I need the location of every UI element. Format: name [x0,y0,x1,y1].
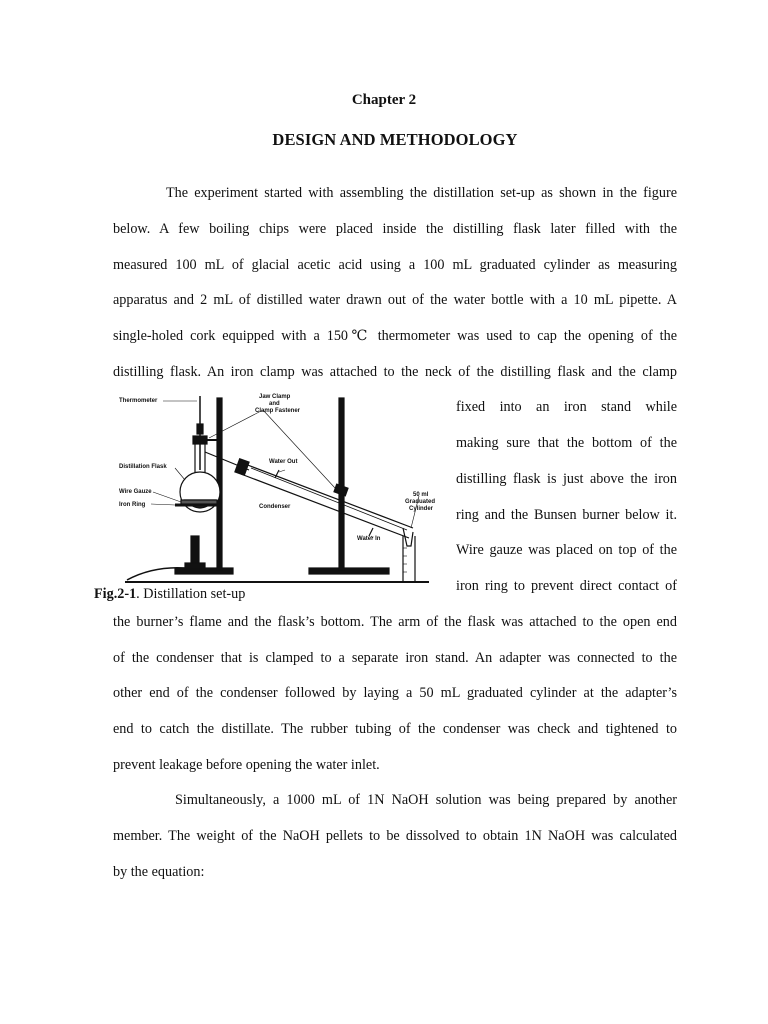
paragraph-1-line: single-holed cork equipped with a 150℃ thermometer was used to cap the opening of the [113,328,677,344]
paragraph-1-line: ring and the Bunsen burner below it. [456,507,677,523]
label-iron-ring: Iron Ring [119,502,146,508]
paragraph-1-line: of the condenser that is clamped to a separate iron stand. An adapter was connected to the [113,650,677,666]
label-water-in: Water In [357,536,381,542]
paragraph-1-line: Wire gauze was placed on top of the [456,542,677,558]
right-stand-rod [339,398,344,570]
label-thermometer: Thermometer [119,398,158,404]
figure-caption-text: . Distillation set-up [136,586,246,602]
label-distillation-flask: Distillation Flask [119,464,167,470]
label-cylinder-3: Cylinder [409,506,434,512]
paragraph-2-line: member. The weight of the NaOH pellets to be dissolved to obtain 1N NaOH was calculated [113,828,677,844]
label-cylinder-2: Graduated [405,499,436,505]
label-water-out: Water Out [269,459,298,465]
paragraph-1-line: other end of the condenser followed by laying a 50 mL graduated cylinder at the adapter’s [113,685,677,701]
label-clamp-fastener: Clamp Fastener [255,408,301,414]
paragraph-1-line: the burner’s flame and the flask’s bottom. The arm of the flask was attached to the open end [113,614,677,630]
label-jaw-clamp: Jaw Clamp [259,394,291,400]
figure-caption-number: Fig.2-1 [94,586,137,602]
paragraph-2-line: Simultaneously, a 1000 mL of 1N NaOH solution was being prepared by another [175,792,677,808]
paragraph-1-line: end to catch the distillate. The rubber tubing of the condenser was check and tightened to [113,721,677,737]
label-cylinder-1: 50 ml [413,492,429,498]
paragraph-1-line: making sure that the bottom of the [456,435,677,451]
label-condenser: Condenser [259,504,291,510]
paragraph-1-line: prevent leakage before opening the water inlet. [113,757,380,773]
paragraph-1-line: iron ring to prevent direct contact of [456,578,677,594]
paragraph-1-line: measured 100 mL of glacial acetic acid using a 100 mL graduated cylinder as measuring [113,257,677,273]
label-jaw-clamp-and: and [269,401,280,407]
right-stand-base [309,568,389,574]
paragraph-1-line: The experiment started with assembling the distillation set-up as shown in the figure [166,185,677,201]
label-wire-gauze: Wire Gauze [119,489,152,495]
paragraph-1-line: apparatus and 2 mL of distilled water drawn out of the water bottle with a 10 mL pipette. A [113,292,677,308]
paragraph-1-line: fixed into an iron stand while [456,399,677,415]
paragraph-1-line: distilling flask is just above the iron [456,471,677,487]
distillation-diagram [113,388,443,588]
distillation-figure [113,388,443,606]
paragraph-1-line: distilling flask. An iron clamp was attached to the neck of the distilling flask and the clamp [113,364,677,380]
chapter-heading: Chapter 2 [351,92,417,108]
chapter-title: DESIGN AND METHODOLOGY [272,130,518,149]
paragraph-1-line: below. A few boiling chips were placed inside the distilling flask later filled with the [113,221,677,237]
figure-caption [94,586,245,603]
paragraph-2-line: by the equation: [113,864,205,880]
